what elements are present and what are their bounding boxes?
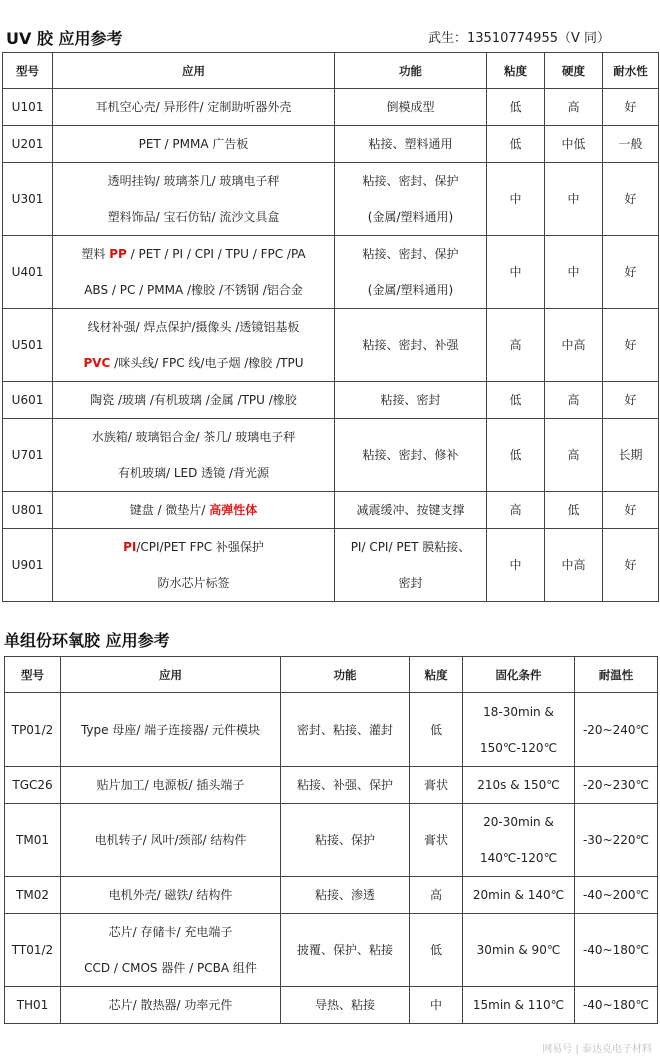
water-cell: 好	[603, 382, 659, 419]
app-cell: 透明挂钩/ 玻璃茶几/ 玻璃电子秤 塑料饰品/ 宝石仿钻/ 流沙文具盒	[53, 163, 335, 236]
func-cell: 粘接、补强、保护	[281, 767, 410, 804]
uv-header-func: 功能	[335, 53, 487, 89]
uv-title: UV 胶 应用参考	[6, 29, 123, 48]
epoxy-header-func: 功能	[281, 657, 410, 693]
table-row	[3, 382, 659, 419]
func-cell: 倒模成型	[335, 89, 487, 126]
func-cell: 粘接、渗透	[281, 877, 410, 914]
table-row	[3, 163, 659, 236]
func-cell: 粘接、密封	[335, 382, 487, 419]
epoxy-header-app: 应用	[61, 657, 281, 693]
func-cell: PI/ CPI/ PET 膜粘接、 密封	[335, 529, 487, 602]
hard-cell: 中高	[545, 309, 603, 382]
visc-cell: 低	[487, 126, 545, 163]
epoxy-header-cure: 固化条件	[463, 657, 575, 693]
table-row	[5, 914, 658, 987]
table-row	[5, 987, 658, 1024]
temp-cell: -30~220℃	[575, 804, 658, 877]
app-cell: 耳机空心壳/ 异形件/ 定制助听器外壳	[53, 89, 335, 126]
model-cell: U301	[3, 163, 53, 236]
visc-cell: 中	[487, 236, 545, 309]
watermark: 网易号 | 泰达克电子材料	[542, 1044, 652, 1055]
visc-cell: 膏状	[410, 767, 463, 804]
model-cell: TM01	[5, 804, 61, 877]
app-cell: 塑料 PP / PET / PI / CPI / TPU / FPC /PA ABS / PC / PMMA /橡胶 /不锈钢 /铝合金	[53, 236, 335, 309]
water-cell: 好	[603, 492, 659, 529]
epoxy-header-row	[5, 657, 658, 693]
hard-cell: 中高	[545, 529, 603, 602]
cure-cell: 30min & 90℃	[463, 914, 575, 987]
func-cell: 粘接、密封、保护 (金属/塑料通用)	[335, 163, 487, 236]
epoxy-table	[4, 656, 658, 1024]
model-cell: U701	[3, 419, 53, 492]
hard-cell: 高	[545, 89, 603, 126]
temp-cell: -40~180℃	[575, 987, 658, 1024]
func-cell: 粘接、密封、保护 (金属/塑料通用)	[335, 236, 487, 309]
uv-header-model: 型号	[3, 53, 53, 89]
visc-cell: 低	[410, 693, 463, 767]
hard-cell: 中低	[545, 126, 603, 163]
func-cell: 密封、粘接、灌封	[281, 693, 410, 767]
hard-cell: 高	[545, 419, 603, 492]
visc-cell: 膏状	[410, 804, 463, 877]
highlight-material: PVC	[83, 356, 111, 370]
epoxy-header-visc: 粘度	[410, 657, 463, 693]
table-row	[5, 877, 658, 914]
uv-header-hard: 硬度	[545, 53, 603, 89]
water-cell: 好	[603, 309, 659, 382]
model-cell: U501	[3, 309, 53, 382]
uv-header-visc: 粘度	[487, 53, 545, 89]
temp-cell: -40~180℃	[575, 914, 658, 987]
table-row	[3, 89, 659, 126]
cure-cell: 20-30min & 140℃-120℃	[463, 804, 575, 877]
temp-cell: -40~200℃	[575, 877, 658, 914]
water-cell: 好	[603, 236, 659, 309]
app-cell: PET / PMMA 广告板	[53, 126, 335, 163]
visc-cell: 中	[410, 987, 463, 1024]
visc-cell: 高	[487, 309, 545, 382]
table-row	[5, 693, 658, 767]
model-cell: U901	[3, 529, 53, 602]
func-cell: 粘接、密封、补强	[335, 309, 487, 382]
visc-cell: 低	[487, 89, 545, 126]
model-cell: U401	[3, 236, 53, 309]
app-cell: 键盘 / 微垫片/ 高弹性体	[53, 492, 335, 529]
hard-cell: 中	[545, 163, 603, 236]
table-row	[3, 309, 659, 382]
water-cell: 好	[603, 163, 659, 236]
uv-header-app: 应用	[53, 53, 335, 89]
cure-cell: 18-30min & 150℃-120℃	[463, 693, 575, 767]
water-cell: 好	[603, 529, 659, 602]
table-row	[3, 529, 659, 602]
visc-cell: 中	[487, 529, 545, 602]
cure-cell: 210s & 150℃	[463, 767, 575, 804]
water-cell: 一般	[603, 126, 659, 163]
model-cell: U101	[3, 89, 53, 126]
func-cell: 粘接、密封、修补	[335, 419, 487, 492]
app-cell: 贴片加工/ 电源板/ 插头端子	[61, 767, 281, 804]
epoxy-header-model: 型号	[5, 657, 61, 693]
visc-cell: 低	[487, 419, 545, 492]
epoxy-title: 单组份环氧胶 应用参考	[4, 631, 170, 650]
app-cell: 陶瓷 /玻璃 /有机玻璃 /金属 /TPU /橡胶	[53, 382, 335, 419]
temp-cell: -20~240℃	[575, 693, 658, 767]
visc-cell: 低	[487, 382, 545, 419]
temp-cell: -20~230℃	[575, 767, 658, 804]
model-cell: U801	[3, 492, 53, 529]
visc-cell: 中	[487, 163, 545, 236]
visc-cell: 高	[487, 492, 545, 529]
func-cell: 减震缓冲、按键支撑	[335, 492, 487, 529]
app-cell: Type 母座/ 端子连接器/ 元件模块	[61, 693, 281, 767]
model-cell: U201	[3, 126, 53, 163]
model-cell: U601	[3, 382, 53, 419]
uv-header-row	[3, 53, 659, 89]
model-cell: TT01/2	[5, 914, 61, 987]
model-cell: TP01/2	[5, 693, 61, 767]
visc-cell: 高	[410, 877, 463, 914]
model-cell: TM02	[5, 877, 61, 914]
water-cell: 长期	[603, 419, 659, 492]
water-cell: 好	[603, 89, 659, 126]
table-row	[3, 126, 659, 163]
app-cell: 芯片/ 散热器/ 功率元件	[61, 987, 281, 1024]
visc-cell: 低	[410, 914, 463, 987]
uv-table	[2, 52, 659, 602]
table-row	[3, 419, 659, 492]
func-cell: 披覆、保护、粘接	[281, 914, 410, 987]
table-row	[3, 492, 659, 529]
func-cell: 导热、粘接	[281, 987, 410, 1024]
table-row	[5, 804, 658, 877]
func-cell: 粘接、塑料通用	[335, 126, 487, 163]
highlight-material: PP	[109, 247, 127, 261]
app-cell: 芯片/ 存储卡/ 充电端子 CCD / CMOS 器件 / PCBA 组件	[61, 914, 281, 987]
app-cell: 线材补强/ 焊点保护/摄像头 /透镜铝基板 PVC /咪头线/ FPC 线/电子烟 /橡胶 /TPU	[53, 309, 335, 382]
hard-cell: 高	[545, 382, 603, 419]
func-cell: 粘接、保护	[281, 804, 410, 877]
epoxy-header-temp: 耐温性	[575, 657, 658, 693]
cure-cell: 20min & 140℃	[463, 877, 575, 914]
hard-cell: 低	[545, 492, 603, 529]
app-cell: 电机外壳/ 磁铁/ 结构件	[61, 877, 281, 914]
model-cell: TGC26	[5, 767, 61, 804]
contact-info: 武生：13510774955（V 同）	[428, 31, 611, 46]
highlight-material: PI	[123, 540, 137, 554]
cure-cell: 15min & 110℃	[463, 987, 575, 1024]
table-row	[5, 767, 658, 804]
model-cell: TH01	[5, 987, 61, 1024]
uv-header-water: 耐水性	[603, 53, 659, 89]
hard-cell: 中	[545, 236, 603, 309]
app-cell: PI/CPI/PET FPC 补强保护 防水芯片标签	[53, 529, 335, 602]
highlight-material: 高弹性体	[209, 503, 258, 517]
table-row	[3, 236, 659, 309]
app-cell: 水族箱/ 玻璃铝合金/ 茶几/ 玻璃电子秤 有机玻璃/ LED 透镜 /背光源	[53, 419, 335, 492]
app-cell: 电机转子/ 风叶/颈部/ 结构件	[61, 804, 281, 877]
